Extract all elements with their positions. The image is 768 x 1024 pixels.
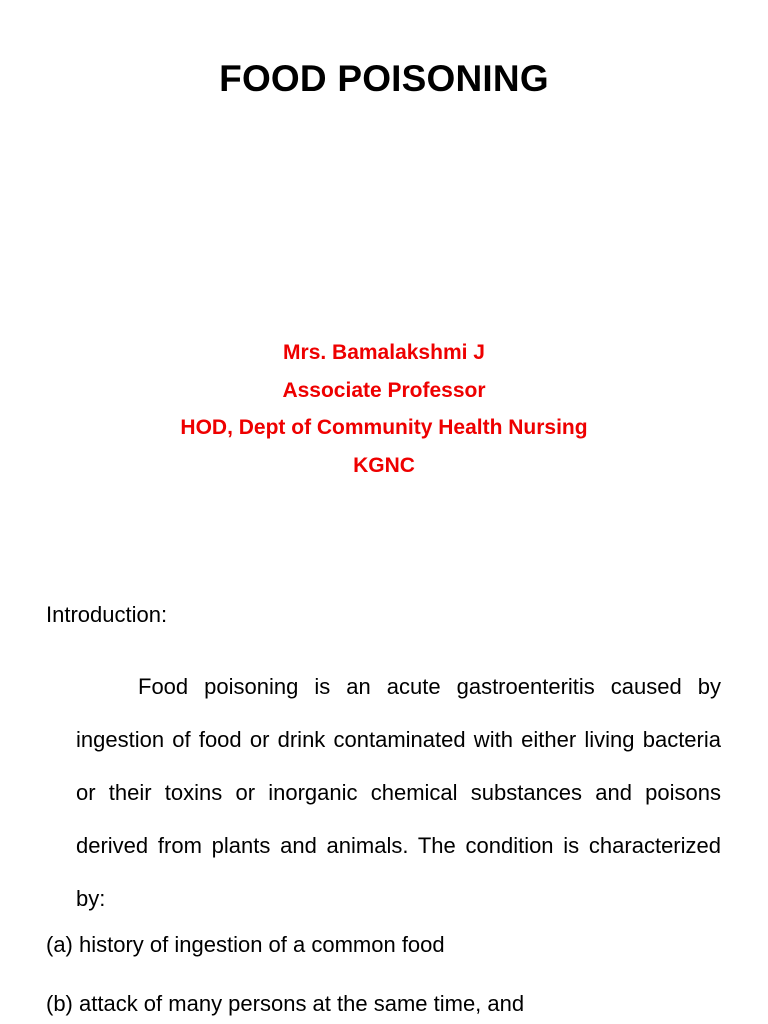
author-name: Mrs. Bamalakshmi J [283, 341, 485, 364]
author-position: Associate Professor [282, 378, 486, 402]
author-institution: KGNC [353, 453, 415, 477]
introduction-paragraph: Food poisoning is an acute gastroenteritis caused by ingestion of food or drink contaminated with either living bacteria or their toxins or inorganic chemical substances and poisons derived from plants and animals. The condition is characterized by: [76, 674, 721, 911]
introduction-heading: Introduction: [46, 602, 168, 627]
list-item-a: (a) history of ingestion of a common food [46, 932, 445, 957]
document-title: FOOD POISONING [219, 58, 549, 99]
author-block [0, 334, 768, 484]
list-item-b: (b) attack of many persons at the same time, and [46, 991, 525, 1016]
author-department: HOD, Dept of Community Health Nursing [180, 416, 588, 439]
